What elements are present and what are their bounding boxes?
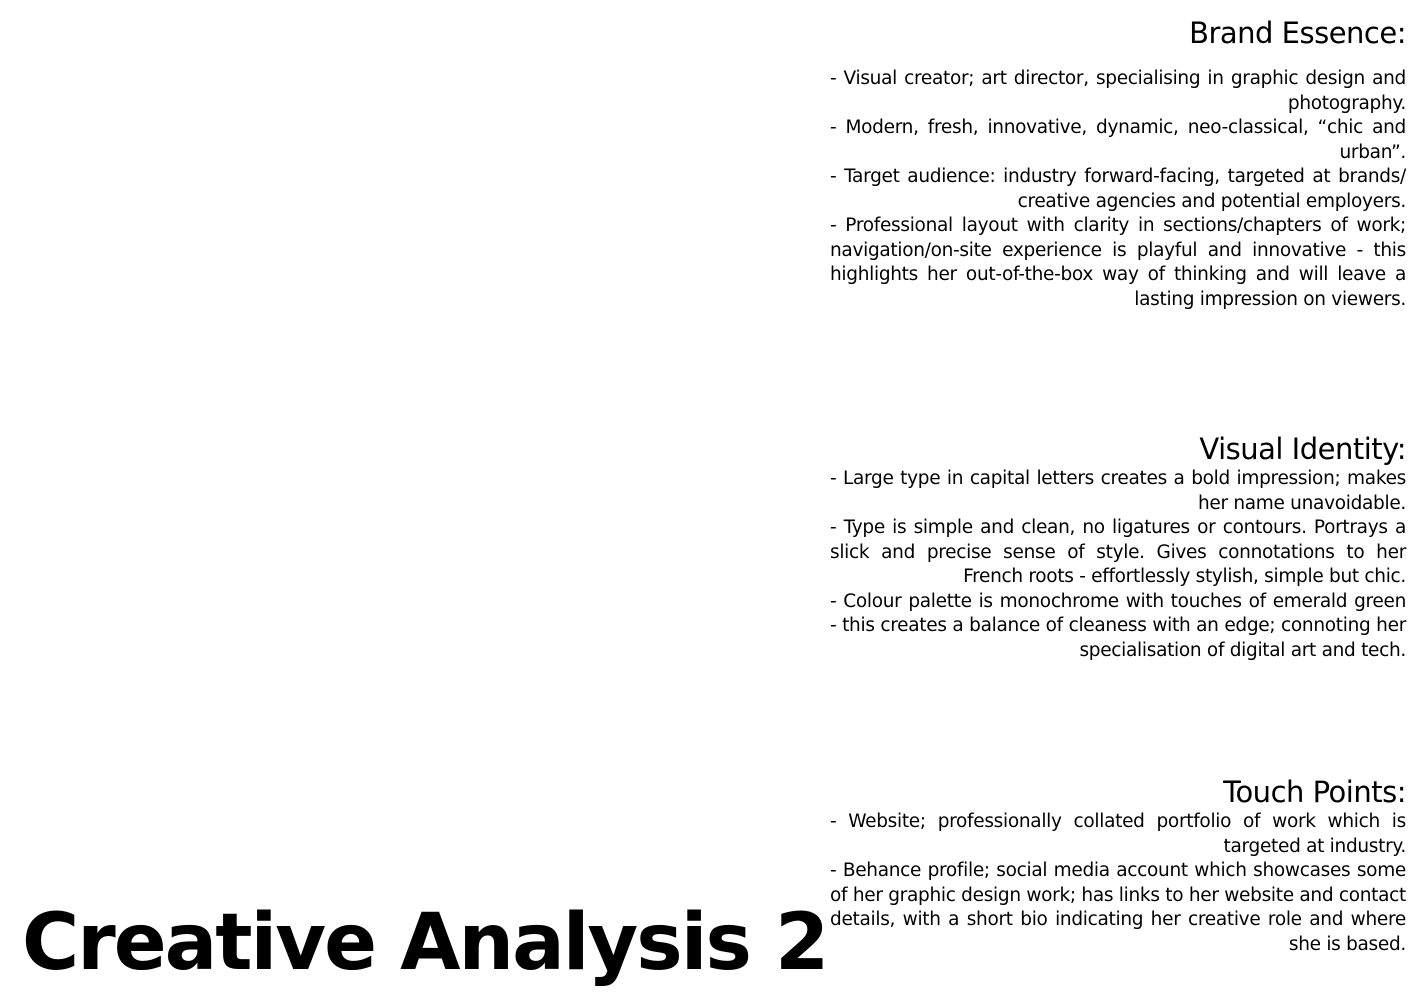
brand-essence-item: - Modern, fresh, innovative, dynamic, neo-classical, “chic and urban”. <box>830 117 1406 163</box>
visual-identity-item: - Type is simple and clean, no ligatures or contours. Portrays a slick and precise sense of style. Gives connotations to her French roots - effortlessly stylish, simple but chic. <box>830 517 1406 587</box>
brand-essence-item: - Visual creator; art director, specialising in graphic design and photography. <box>830 68 1406 114</box>
page-title: Creative Analysis 2 <box>22 898 828 988</box>
visual-identity-heading: Visual Identity: <box>1199 432 1406 466</box>
touch-points-heading: Touch Points: <box>1223 775 1406 809</box>
visual-identity-section <box>830 431 1406 663</box>
brand-essence-item: - Target audience: industry forward-facing, targeted at brands/ creative agencies and potential employers. <box>830 166 1406 212</box>
touch-points-item: - Website; professionally collated portfolio of work which is targeted at industry. <box>830 811 1406 857</box>
brand-essence-item: - Professional layout with clarity in sections/chapters of work; navigation/on-site experience is playful and innovative - this highlights her out-of-the-box way of thinking and will leave a lasting impression on viewers. <box>830 215 1406 310</box>
visual-identity-item: - Colour palette is monochrome with touches of emerald green - this creates a balance of cleaness with an edge; connoting her specialisation of digital art and tech. <box>830 590 1406 661</box>
brand-essence-section <box>830 15 1406 312</box>
touch-points-item: - Behance profile; social media account which showcases some of her graphic design work; has links to her website and contact details, with a short bio indicating her creative role and where she is based. <box>830 860 1406 955</box>
brand-essence-heading: Brand Essence: <box>1189 16 1406 50</box>
touch-points-section <box>830 774 1406 957</box>
visual-identity-item: - Large type in capital letters creates a bold impression; makes her name unavoidable. <box>830 468 1406 514</box>
